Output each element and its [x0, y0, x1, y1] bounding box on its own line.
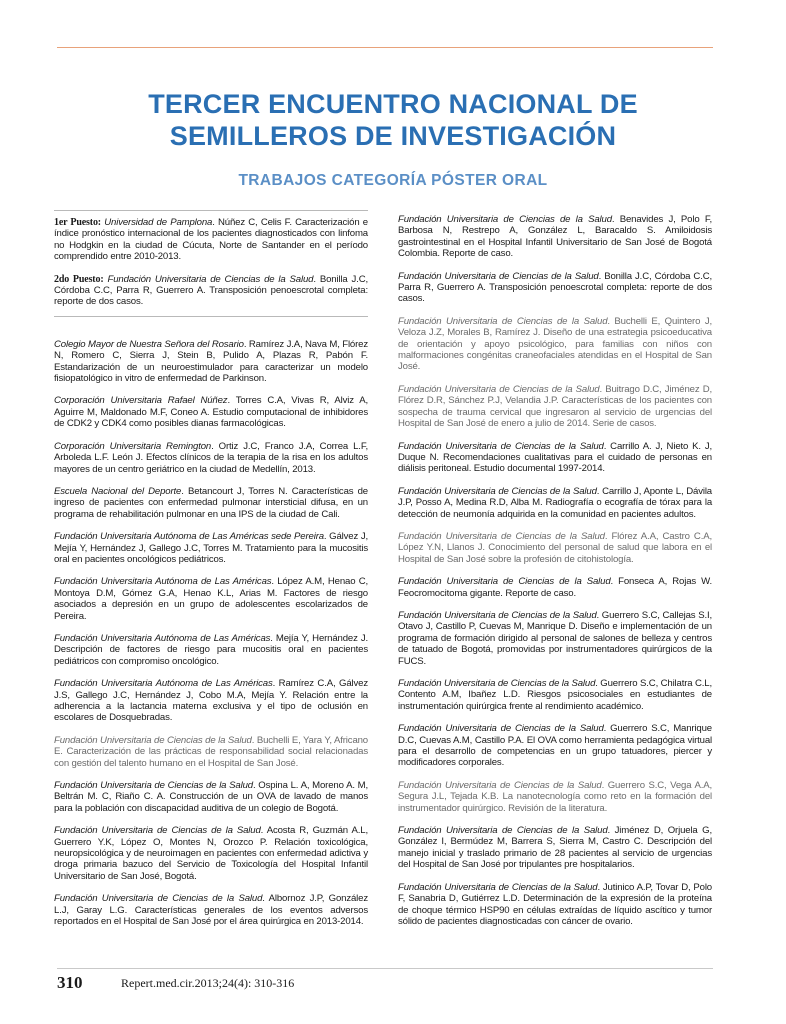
- institution-name: Fundación Universitaria de Ciencias de la Salud: [398, 779, 602, 791]
- bottom-rule: [57, 968, 713, 969]
- institution-name: Fundación Universitaria de Ciencias de la Salud: [398, 383, 600, 395]
- entry-text: . Buchelli E, Yara Y, Africano E. Caracterización de las prácticas de responsabilidad social relacionadas con gestión del talento humano en el Hospital de San José.: [54, 734, 368, 769]
- institution-name: Fundación Universitaria Autónoma de Las Américas: [54, 678, 273, 690]
- institution-name: Fundación Universitaria de Ciencias de la Salud: [398, 530, 605, 542]
- institution-name: Fundación Universitaria de Ciencias de la Salud: [398, 881, 598, 893]
- entry-text: . Guerrero S.C, Vega A.A, Segura J.L, Tejada K.B. La nanotecnología como reto en la formación del instrumentador quirúrgico. Revisión de la literatura.: [398, 779, 712, 814]
- entry-text: . Guerrero S.C, Callejas S.I, Otavo J, Castillo P, Cuevas M, Manrique D. Diseño e implementación de un programa de formación dirigido al personal de salones de belleza y centros de tatuado de Bogotá, promovidas por instrumentadores quirúrgicos de la FUCS.: [398, 609, 712, 667]
- institution-name: Fundación Universitaria de Ciencias de la Salud: [398, 485, 597, 497]
- poster-entry: [398, 610, 712, 667]
- entry-text: . Ramírez C.A, Gálvez J.S, Gallego J.C, Hernández J, Cobo M.A, Mejía Y. Relación entre la adherencia a la lactancia materna exclusiva y el tipo de oclusión en escolares de Dosquebradas.: [54, 678, 368, 724]
- institution-name: Fundación Universitaria de Ciencias de la Salud: [107, 273, 314, 285]
- entry-text: . Jiménez D, Orjuela G, González I, Bermúdez M, Barrera S, Sierra M, Castro C. Descripción del manejo inicial y traslado primario de 28 pacientes al servicio de urgencias del Hospital de San José por tripulantes pre hospitalarios.: [398, 825, 712, 871]
- poster-entry: [398, 531, 712, 565]
- poster-entry: [54, 735, 368, 769]
- winner-entry: [54, 274, 368, 308]
- title-line-2: SEMILLEROS DE INVESTIGACIÓN: [169, 121, 617, 151]
- place-label: 2do Puesto:: [54, 273, 104, 285]
- institution-name: Fundación Universitaria de Ciencias de la Salud: [398, 825, 608, 837]
- poster-entry: [398, 576, 712, 599]
- entry-text: . Acosta R, Guzmán A.L, Guerrero Y.K, López O, Montes N, Orozco P. Relación toxicológica, neuropsicológica y de neuroimagen en pacientes con enfermedad adictiva y droga primaria bazuco del Servicio de Toxicología del Hospital Infantil Universitario de San José, Bogotá.: [54, 825, 368, 882]
- institution-name: Fundación Universitaria de Ciencias de la Salud: [398, 723, 604, 735]
- institution-name: Fundación Universitaria de Ciencias de la Salud: [398, 576, 611, 588]
- entry-text: . Ramírez J.A, Nava M, Flórez N, Romero C, Sierra J, Stein B, Pulido A, Plazas R, Pabón F. Estandarización de un neuroestimulador para caracterizar un modelo fisiopatológico in vitro de enfermedad de Parkinson.: [54, 338, 368, 385]
- entry-text: . Buchelli E, Quintero J, Veloza J.Z, Morales B, Ramírez J. Diseño de una estrategia psicoeducativa de orientación y apoyo psicológico, para familias con niños con malformaciones congénitas craneofaciales atendidas en el Hospital de San José.: [398, 315, 712, 373]
- institution-name: Fundación Universitaria de Ciencias de la Salud: [398, 214, 612, 225]
- entry-text: . Núñez C, Celis F. Caracterización e índice pronóstico internacional de los pacientes diagnosticados con linfoma no Hodgkin en la ciudad de Cúcuta, Norte de Santander en el período comprendido entre 2010-2013.: [54, 217, 368, 263]
- poster-entry: [54, 633, 368, 667]
- entry-text: . Albornoz J.P, González L.J, Garay L.G. Características generales de los eventos adversos reportados en el Hospital de San José por el área quirúrgica en 2013-2014.: [54, 893, 368, 928]
- institution-name: Fundación Universitaria de Ciencias de la Salud: [398, 270, 599, 282]
- institution-name: Fundación Universitaria de Ciencias de la Salud: [54, 893, 263, 905]
- entry-text: . Fonseca A, Rojas W. Feocromocitoma gigante. Reporte de caso.: [398, 576, 712, 599]
- right-entries-list: [398, 214, 712, 927]
- institution-name: Fundación Universitaria de Ciencias de la Salud: [398, 440, 604, 452]
- poster-entry: [398, 214, 712, 260]
- poster-entry: [54, 531, 368, 565]
- poster-entry: [398, 486, 712, 520]
- poster-entry: [398, 825, 712, 871]
- winner-entry: [54, 217, 368, 263]
- column-divider: [54, 316, 368, 317]
- poster-entry: [54, 441, 368, 475]
- entry-text: . Bonilla J.C, Córdoba C.C, Parra R, Guerrero A. Transposición penoescrotal completa: reporte de dos casos.: [398, 270, 713, 305]
- institution-name: Fundación Universitaria Autónoma de Las Américas: [54, 632, 271, 644]
- poster-entry: [54, 339, 368, 385]
- institution-name: Fundación Universitaria de Ciencias de la Salud: [54, 780, 253, 792]
- entry-text: . Guerrero S.C, Chilatra C.L, Contento A.M, Ibañez L.D. Riesgos psicosociales en estudiantes de instrumentación quirúrgica frente al rendimiento académico.: [398, 678, 712, 712]
- section-subtitle: TRABAJOS CATEGORÍA PÓSTER ORAL: [238, 172, 548, 189]
- page-title: [0, 88, 786, 152]
- entry-text: . Buitrago D.C, Jiménez D, Flórez D.R, Sánchez P.J, Velandia J.P. Características de los pacientes con sospecha de trauma cervical que ingresaron al servicio de urgencias del Hospital de San José de enero a julio de 2014. Serie de casos.: [398, 383, 712, 430]
- institution-name: Fundación Universitaria de Ciencias de la Salud: [398, 609, 597, 621]
- winners-list: [54, 217, 368, 308]
- poster-entry: [54, 486, 368, 520]
- entry-text: . Carrillo A. J, Nieto K. J, Duque N. Recomendaciones cualitativas para el cuidado de personas en diálisis peritoneal. Estudio documental 1997-2014.: [398, 440, 712, 475]
- left-column: [54, 210, 368, 928]
- entry-text: . Carrillo J, Aponte L, Dávila J.P, Posso A, Medina R.D, Alba M. Radiografía o ecografía de tórax para la detección de neumonía adquirida en la comunidad en pacientes adultos.: [398, 485, 712, 520]
- entry-text: . Bonilla J.C, Córdoba C.C, Parra R, Guerrero A. Transposición penoescrotal completa: reporte de dos casos.: [54, 273, 368, 308]
- poster-entry: [54, 576, 368, 622]
- entry-text: . Jutinico A.P, Tovar D, Polo F, Sanabria D, Gutiérrez L.D. Determinación de la expresión de la proteína de choque térmico HSP90 en células extraídas de líquido ascítico y tumor sólido de pacientes diagnosticadas con cáncer de ovario.: [398, 881, 712, 927]
- entry-text: . Gálvez J, Mejía Y, Hernández J, Gallego J.C, Torres M. Tratamiento para la mucositis oral en pacientes oncológicos pediátricos.: [54, 531, 368, 565]
- poster-entry: [398, 723, 712, 769]
- poster-entry: [54, 825, 368, 882]
- institution-name: Fundación Universitaria Autónoma de Las Américas sede Pereira: [54, 531, 324, 543]
- entry-text: . López A.M, Henao C, Montoya D.M, Gómez G.A, Henao K.L, Arias M. Factores de riesgo asociados a depresión en un grupo de adolescentes escolarizados de Pereira.: [54, 576, 368, 622]
- poster-entry: [398, 678, 712, 712]
- institution-name: Universidad de Pamplona: [104, 217, 213, 228]
- institution-name: Fundación Universitaria Autónoma de Las Américas: [54, 576, 272, 588]
- institution-name: Corporación Universitaria Rafael Núñez: [54, 395, 228, 407]
- institution-name: Fundación Universitaria de Ciencias de la Salud: [398, 315, 608, 327]
- poster-entry: [398, 882, 712, 928]
- place-label: 1er Puesto:: [54, 217, 101, 228]
- poster-entry: [398, 271, 712, 305]
- poster-entry: [398, 384, 712, 430]
- institution-name: Escuela Nacional del Deporte: [54, 485, 182, 497]
- poster-entry: [398, 316, 712, 373]
- institution-name: Corporación Universitaria Remington: [54, 440, 212, 452]
- entry-text: . Benavides J, Polo F, Barbosa N, Restrepo A, González L, Baracaldo S. Amiloidosis gastrointestinal en el Hospital Infantil Universitario de San José de Bogotá Colombia. Reporte de caso.: [398, 214, 712, 260]
- institution-name: Fundación Universitaria de Ciencias de la Salud: [398, 678, 596, 689]
- institution-name: Colegio Mayor de Nuestra Señora del Rosario: [54, 338, 244, 350]
- left-entries-list: [54, 339, 368, 928]
- right-column: [398, 210, 712, 927]
- poster-entry: [54, 678, 368, 724]
- page-number: 310: [57, 973, 83, 992]
- entry-text: . Ortiz J.C, Franco J.A, Correa L.F, Arboleda L.F. León J. Efectos clínicos de la terapia de la risa en los adultos mayores de un centro geriátrico en la ciudad de Medellín, 2013.: [54, 440, 368, 475]
- title-line-1: TERCER ENCUENTRO NACIONAL DE: [148, 89, 638, 119]
- entry-text: . Mejía Y, Hernández J. Descripción de factores de riesgo para mucositis oral en pacientes pediátricos con compromiso oncológico.: [54, 632, 369, 667]
- entry-text: . Ospina L. A, Moreno A. M, Beltrán M. C, Riaño C. A. Construcción de un OVA de lavado de manos para la población con discapacidad auditiva de un colegio de Bogotá.: [54, 780, 368, 814]
- entry-text: . Flórez A.A, Castro C.A, López Y.N, Llanos J. Conocimiento del personal de salud que labora en el Hospital de San José sobre la profesión de citohistología.: [398, 530, 712, 565]
- entry-text: . Betancourt J, Torres N. Características de ingreso de pacientes con enfermedad pulmonar intersticial difusa, en un programa de rehabilitación pulmonar en una IPS de la ciudad de Cali.: [54, 485, 368, 520]
- journal-citation: Repert.med.cir.2013;24(4): 310-316: [121, 976, 295, 990]
- institution-name: Fundación Universitaria de Ciencias de la Salud: [54, 825, 261, 837]
- column-divider: [54, 210, 368, 211]
- poster-entry: [398, 441, 712, 475]
- poster-entry: [398, 780, 712, 814]
- poster-entry: [54, 893, 368, 927]
- institution-name: Fundación Universitaria de Ciencias de la Salud: [54, 734, 252, 746]
- entry-text: . Torres C.A, Vivas R, Alviz A, Aguirre M, Maldonado M.F, Coneo A. Estudio computacional de inhibidores de CDK2 y CDK4 como posibles dianas farmacológicas.: [54, 395, 368, 430]
- poster-entry: [54, 395, 368, 429]
- poster-entry: [54, 780, 368, 814]
- top-rule: [57, 47, 713, 48]
- entry-text: . Guerrero S.C, Manrique D.C, Cuevas A.M, Castillo P.A. El OVA como herramienta pedagógica virtual para el desarrollo de competencias en un grupo tatuadores, piercer y modificadores corporales.: [398, 723, 712, 769]
